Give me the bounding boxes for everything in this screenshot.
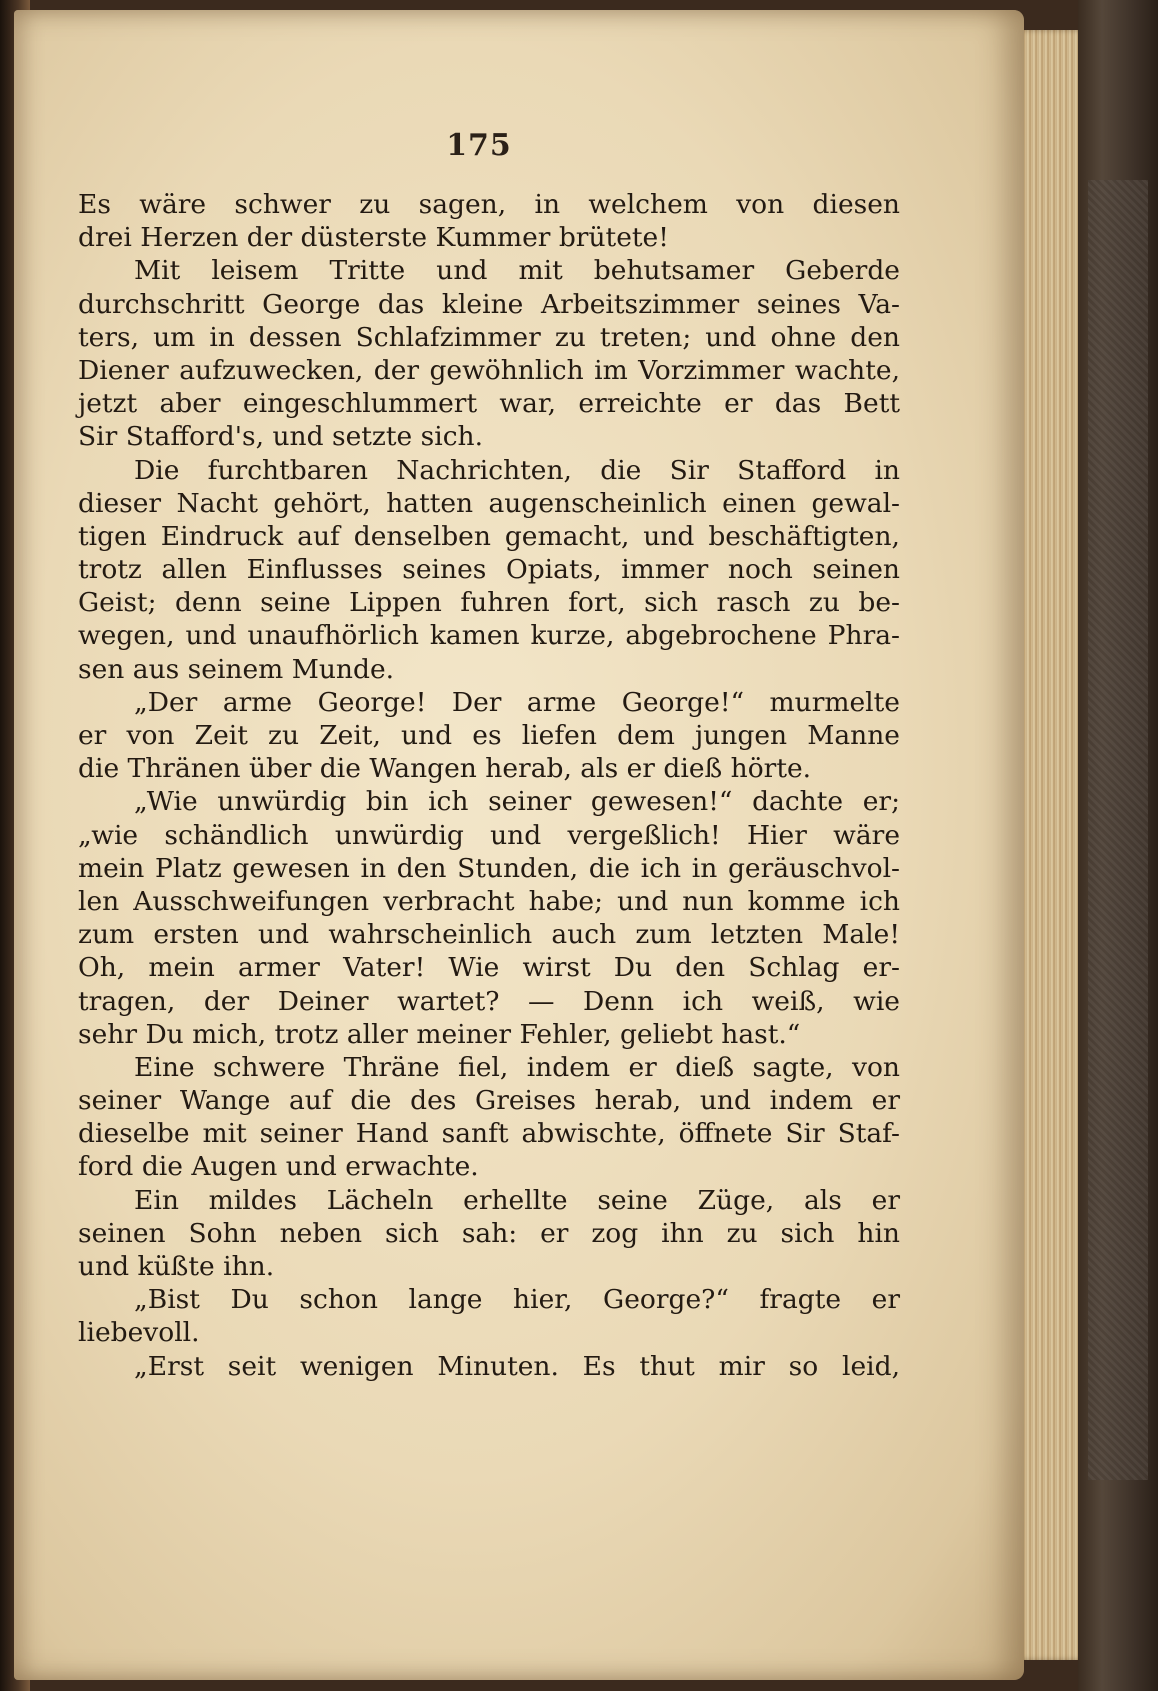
text-line: liebevoll. [78, 1317, 200, 1349]
text-line: Ein mildes Lächeln erhellte seine Züge, als er [134, 1184, 900, 1216]
text-line: mein Platz gewesen in den Stunden, die ich in geräuschvol- [78, 852, 900, 884]
text-line: trotz allen Einflusses seines Opiats, immer noch seinen [78, 554, 900, 586]
text-line: Oh, mein armer Vater! Wie wirst Du den Schlag er- [78, 952, 900, 984]
text-line: sehr Du mich, trotz aller meiner Fehler, geliebt hast.“ [78, 1018, 801, 1050]
text-line: Geist; denn seine Lippen fuhren fort, sich rasch zu be- [78, 587, 900, 619]
text-line: seinen Sohn neben sich sah: er zog ihn zu sich hin [78, 1217, 900, 1249]
text-line: drei Herzen der düsterste Kummer brütete! [78, 222, 669, 254]
text-line: wegen, und unaufhörlich kamen kurze, abgebrochene Phra- [78, 620, 900, 652]
text-line: Eine schwere Thräne fiel, indem er dieß sagte, von [134, 1051, 900, 1083]
text-line: dieselbe mit seiner Hand sanft abwischte, öffnete Sir Staf- [78, 1118, 900, 1150]
text-line: Diener aufzuwecken, der gewöhnlich im Vorzimmer wachte, [78, 354, 900, 386]
text-line: tigen Eindruck auf denselben gemacht, und beschäftigten, [78, 520, 900, 552]
text-line: „wie schändlich unwürdig und vergeßlich! Hier wäre [78, 819, 900, 851]
text-line: jetzt aber eingeschlummert war, erreichte er das Bett [78, 388, 900, 420]
body-text [78, 188, 900, 1383]
text-line: er von Zeit zu Zeit, und es liefen dem jungen Manne [78, 720, 900, 751]
text-line: „Erst seit wenigen Minuten. Es thut mir so leid, [134, 1350, 900, 1382]
text-line: Sir Stafford's, und setzte sich. [78, 421, 484, 453]
text-line: len Ausschweifungen verbracht habe; und nun komme ich [78, 885, 900, 917]
text-line: „Bist Du schon lange hier, George?“ fragte er [134, 1284, 900, 1316]
text-line: Mit leisem Tritte und mit behutsamer Geberde [134, 255, 900, 287]
text-line: ters, um in dessen Schlafzimmer zu treten; und ohne den [78, 321, 900, 353]
text-line: durchschritt George das kleine Arbeitszimmer seines Va- [78, 288, 900, 320]
text-line: und küßte ihn. [78, 1251, 275, 1282]
text-line: „Wie unwürdig bin ich seiner gewesen!“ dachte er; [134, 786, 900, 818]
text-line: tragen, der Deiner wartet? — Denn ich weiß, wie [78, 985, 900, 1017]
text-line: ford die Augen und erwachte. [78, 1151, 479, 1183]
text-line: Es wäre schwer zu sagen, in welchem von diesen [78, 189, 900, 220]
book-page [14, 10, 1024, 1680]
page-number: 175 [446, 128, 512, 163]
text-line: seiner Wange auf die des Greises herab, und indem er [78, 1085, 900, 1117]
text-line: Die furchtbaren Nachrichten, die Sir Stafford in [134, 454, 900, 486]
text-line: dieser Nacht gehört, hatten augenscheinlich einen gewal- [78, 487, 900, 519]
book-cover-back [1078, 0, 1158, 1691]
text-line: zum ersten und wahrscheinlich auch zum letzten Male! [78, 919, 900, 951]
text-line: sen aus seinem Munde. [78, 653, 395, 685]
text-line: „Der arme George! Der arme George!“ murmelte [134, 686, 900, 718]
text-line: die Thränen über die Wangen herab, als er dieß hörte. [78, 753, 812, 785]
